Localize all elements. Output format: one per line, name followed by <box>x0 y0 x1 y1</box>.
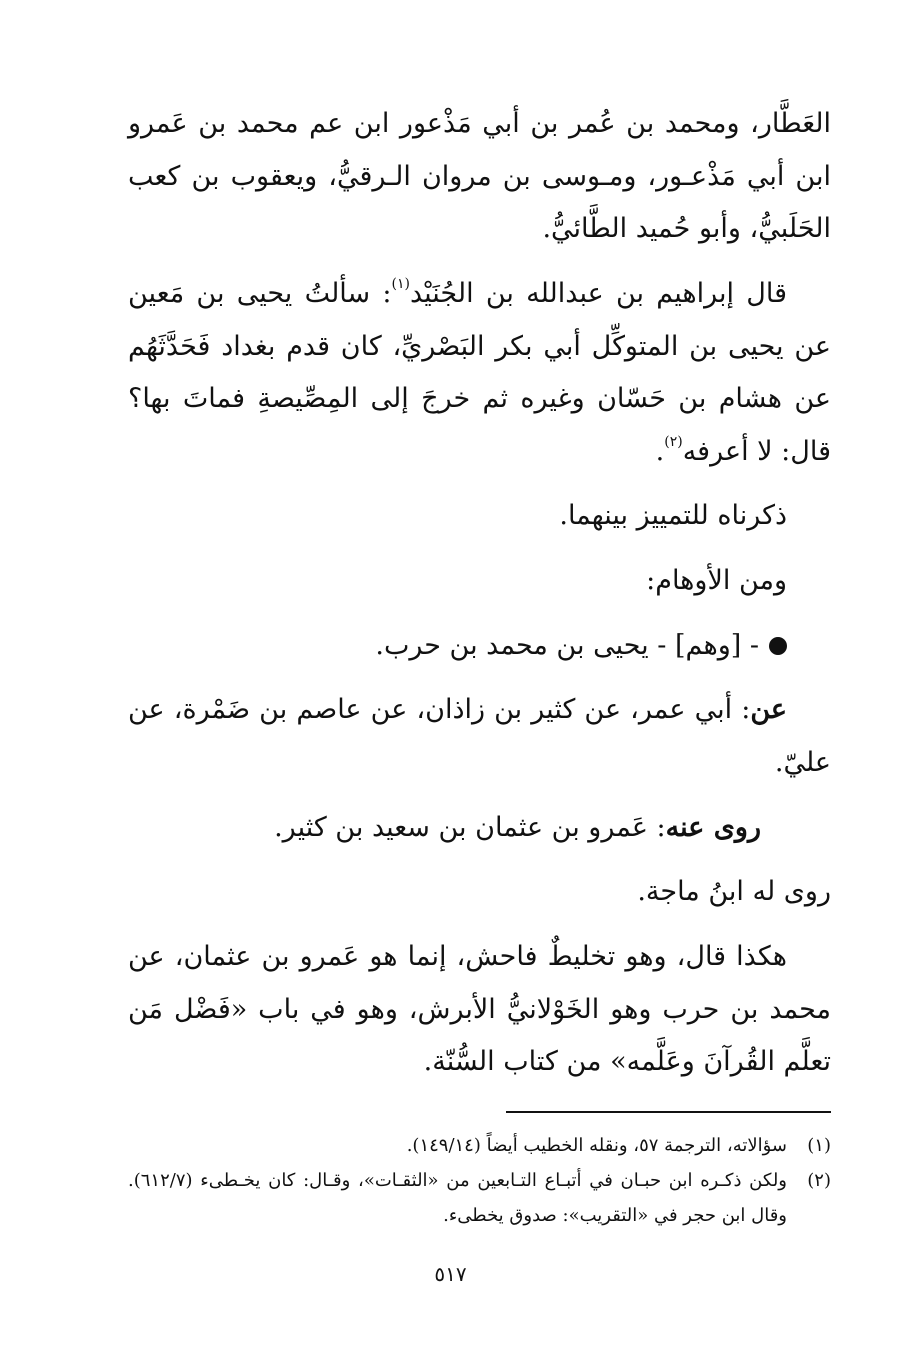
rawa-label: روى عنه <box>665 811 761 843</box>
paragraph-narrators: العَطَّار، ومحمد بن عُمر بن أبي مَذْعور ابن عم محمد بن عَمرو ابن أبي مَذْعـور، ومـوسى بن مروان الـرقيُّ، ويعقوب بن كعب الحَلَبيُّ، وأبو حُميد الطَّائيُّ. <box>128 108 831 245</box>
paragraph-ibn-junayd-middle: : سألتُ يحيى بن مَعين عن يحيى بن المتوكِّل أبي بكر البَصْريِّ، كان قدم بغداد فَحَدَّثَهُم عن هشام بن حَسّان وغيره ثم خرجَ إلى المِصِّيصةِ فماتَ بها؟ قال: لا أعرفه <box>128 277 831 467</box>
rawa-text: : عَمرو بن عثمان بن سعيد بن كثير. <box>274 811 666 843</box>
main-text <box>128 98 831 1101</box>
entry-title: - [وهم] - يحيى بن محمد بن حرب. <box>375 629 759 661</box>
entry-heading <box>128 620 831 673</box>
an-label: عن <box>750 694 787 726</box>
paragraph-final: هكذا قال، وهو تخليطٌ فاحش، إنما هو عَمرو بن عثمان، عن محمد بن حرب وهو الخَوْلانيُّ الأبرش، وهو في باب «فَضْل مَن تعلَّم القُرآنَ وعَلَّمه» من كتاب السُّنّة. <box>128 940 831 1078</box>
paragraph-ibn-junayd <box>128 268 831 479</box>
footnote-text: ولكن ذكـره ابن حبـان في أتبـاع التـابعين من «الثقـات»، وقـال: كان يخـطىء (٦١٢/٧). وقال ابن حجر في «التقريب»: صدوق يخطىء. <box>128 1170 787 1227</box>
paragraph-rawa-anhu <box>128 802 831 855</box>
page-number: ٥١٧ <box>434 1262 467 1286</box>
footnote-ref-2: (٢) <box>664 433 683 450</box>
paragraph-errors-heading: ومن الأوهام: <box>646 565 787 597</box>
bullet-icon <box>769 637 787 655</box>
an-text: : أبي عمر، عن كثير بن زاذان، عن عاصم بن ضَمْرة، عن عليّ. <box>128 694 831 779</box>
footnotes <box>128 1128 831 1233</box>
footnote-text: سؤالاته، الترجمة ٥٧، ونقله الخطيب أيضاً (١٤٩/١٤). <box>406 1135 787 1156</box>
footnote-number: (١) <box>807 1135 831 1156</box>
paragraph-an <box>128 684 831 789</box>
paragraph-ibn-junayd-start: قال إبراهيم بن عبدالله بن الجُنَيْد <box>409 277 788 309</box>
footnote-2 <box>128 1163 831 1233</box>
footnote-number: (٢) <box>807 1170 831 1192</box>
paragraph-ibn-junayd-end: . <box>655 435 665 467</box>
footnote-1 <box>128 1128 831 1163</box>
footnote-ref-1: (١) <box>391 275 410 292</box>
paragraph-rawa-lahu: روى له ابنُ ماجة. <box>637 876 831 908</box>
paragraph-distinction: ذكرناه للتمييز بينهما. <box>559 500 787 532</box>
footnote-divider <box>506 1111 831 1113</box>
